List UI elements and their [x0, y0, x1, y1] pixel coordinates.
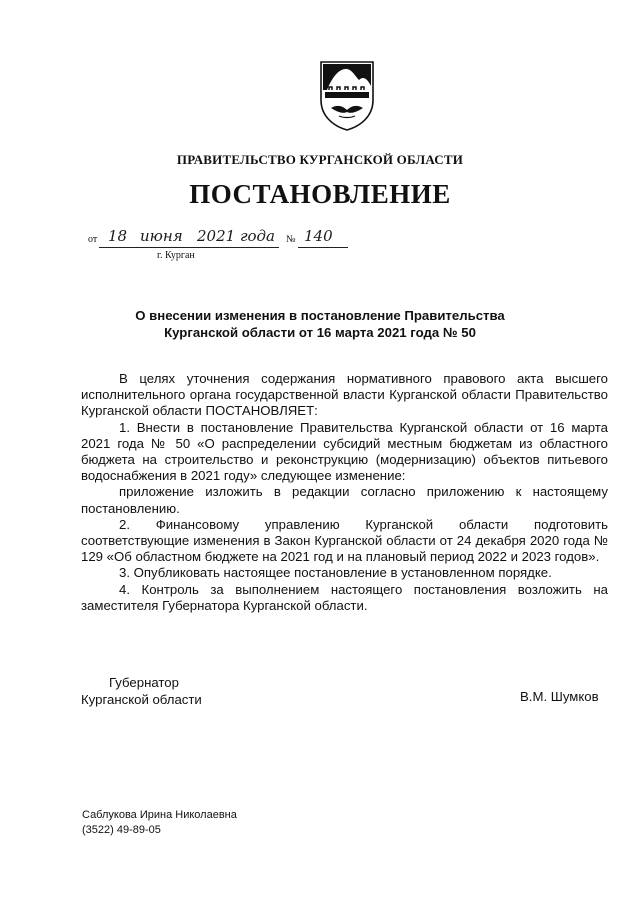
date-day-handwritten: 18	[108, 227, 128, 245]
number-label: №	[286, 234, 296, 245]
paragraph-item-3: 3. Опубликовать настоящее постановление в установленном порядке.	[119, 565, 552, 581]
paragraph-item-4: 4. Контроль за выполнением настоящего постановления возложить на заместителя Губернатора Курганской области.	[81, 581, 608, 613]
paragraph-item-1: 1. Внести в постановление Правительства Курганской области от 16 марта 2021 года № 50 «О распределении субсидий местным бюджетам из областного бюджета на строительство и реконструкцию (модернизацию) объектов питьевого водоснабжения в 2021 году» следующее изменение:	[81, 419, 608, 484]
paragraph-item-2: 2. Финансовому управлению Курганской области подготовить соответствующие изменения в Закон Курганской области от 24 декабря 2020 года № 129 «Об областном бюджете на 2021 год и на плановый период 2022 и 2023 годов».	[81, 516, 608, 565]
date-year-handwritten: 2021 года	[197, 227, 276, 245]
executor-info	[82, 808, 237, 838]
government-name: ПРАВИТЕЛЬСТВО КУРГАНСКОЙ ОБЛАСТИ	[176, 152, 464, 167]
date-month-handwritten: июня	[140, 227, 183, 245]
document-body	[81, 371, 608, 614]
subject-line-1: О внесении изменения в постановление Правительства	[135, 308, 505, 323]
paragraph-item-1-change: приложение изложить в редакции согласно приложению к настоящему постановлению.	[81, 484, 608, 516]
paragraph-preamble: В целях уточнения содержания нормативного правового акта высшего исполнительного органа государственной власти Курганской области Правительство Курганской области ПОСТАНОВЛЯЕТ:	[81, 371, 608, 419]
coat-of-arms-icon	[317, 56, 377, 132]
subject-line-2: Курганской области от 16 марта 2021 года № 50	[164, 325, 476, 340]
signatory-title-line-1: Губернатор	[109, 675, 179, 690]
document-type-title: ПОСТАНОВЛЕНИЕ	[189, 179, 451, 209]
signatory-name: В.М. Шумков	[520, 689, 599, 704]
signatory-title	[81, 674, 202, 708]
number-handwritten: 140	[304, 227, 333, 245]
number-underline	[298, 247, 348, 248]
executor-name: Саблукова Ирина Николаевна	[82, 809, 237, 821]
city: г. Курган	[157, 250, 195, 261]
from-label: от	[88, 234, 98, 245]
document-subject	[0, 307, 640, 341]
date-underline	[99, 247, 279, 248]
signatory-title-line-2: Курганской области	[81, 692, 202, 707]
executor-phone: (3522) 49-89-05	[82, 824, 161, 836]
